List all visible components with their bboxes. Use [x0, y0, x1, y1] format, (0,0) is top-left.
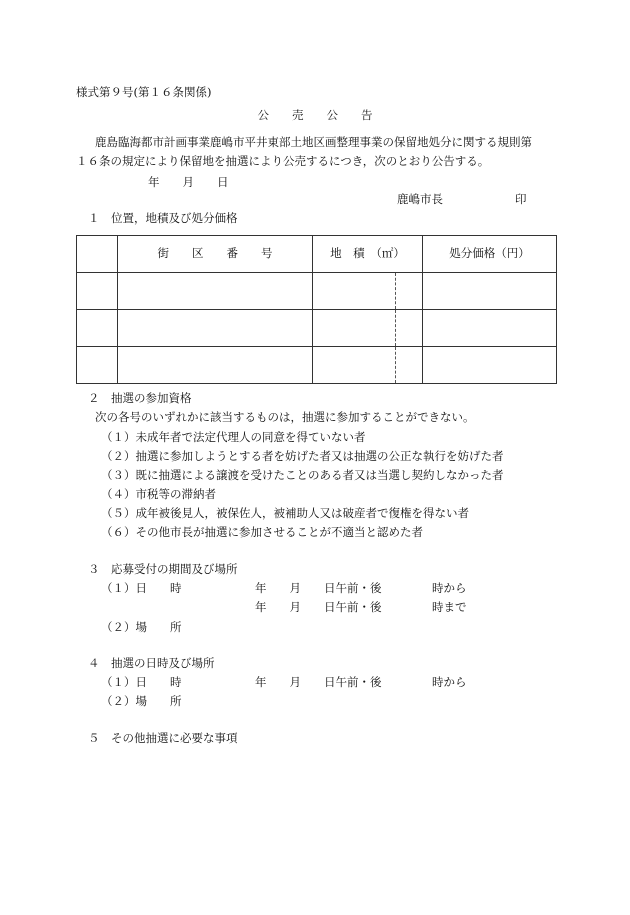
lot-number-cell	[118, 347, 313, 384]
area-integer-cell	[313, 273, 396, 310]
area-decimal-cell	[396, 347, 423, 384]
intro-line-2: １６条の規定により保留地を抽選により公売するにつき，次のとおり公告する。	[76, 154, 490, 168]
section-4-datetime-label: （１）日 時	[101, 675, 182, 689]
blank-header-cell	[77, 236, 118, 273]
eligibility-item: （５）成年被後見人，被保佐人，被補助人又は破産者で復権を得ない者	[101, 506, 469, 520]
land-table	[76, 235, 557, 384]
table-row	[77, 347, 557, 384]
table-row	[77, 273, 557, 310]
table-row	[77, 310, 557, 347]
lot-number-cell	[118, 273, 313, 310]
row-label-cell	[77, 347, 118, 384]
section-3-heading: ３ 応募受付の期間及び場所	[88, 562, 238, 576]
area-integer-cell	[313, 310, 396, 347]
intro-line-1: 鹿島臨海都市計画事業鹿嶋市平井東部土地区画整理事業の保留地処分に関する規則第	[95, 135, 532, 149]
area-integer-cell	[313, 347, 396, 384]
area-decimal-cell	[396, 310, 423, 347]
section-3-place-label: （２）場 所	[101, 620, 182, 634]
mayor-title: 鹿嶋市長	[397, 192, 443, 206]
section-2-heading: ２ 抽選の参加資格	[88, 391, 192, 405]
price-cell	[423, 310, 557, 347]
eligibility-item: （４）市税等の滞納者	[101, 487, 216, 501]
section-3-until-label: 時まで	[432, 600, 467, 614]
seal-mark: 印	[515, 192, 527, 206]
form-reference: 様式第９号(第１６条関係)	[76, 85, 212, 99]
section-3-end-date-fields: 年 月 日午前・後	[255, 600, 382, 614]
row-label-cell	[77, 310, 118, 347]
row-label-cell	[77, 273, 118, 310]
price-cell	[423, 347, 557, 384]
section-4-from-label: 時から	[432, 675, 467, 689]
section-4-place-label: （２）場 所	[101, 694, 182, 708]
eligibility-item: （１）未成年者で法定代理人の同意を得ていない者	[101, 430, 366, 444]
eligibility-item: （２）抽選に参加しようとする者を妨げた者又は抽選の公正な執行を妨げた者	[101, 449, 504, 463]
date-line: 年 月 日	[148, 175, 229, 189]
page-title: 公 売 公 告	[257, 108, 373, 122]
price-header: 処分価格（円）	[423, 236, 557, 273]
section-5-heading: ５ その他抽選に必要な事項	[88, 731, 238, 745]
section-3-from-label: 時から	[432, 581, 467, 595]
section-1-heading: １ 位置，地積及び処分価格	[88, 211, 238, 225]
section-4-heading: ４ 抽選の日時及び場所	[88, 656, 215, 670]
eligibility-item: （３）既に抽選による譲渡を受けたことのある者又は当選し契約しなかった者	[101, 468, 504, 482]
section-4-date-fields: 年 月 日午前・後	[255, 675, 382, 689]
price-cell	[423, 273, 557, 310]
section-2-intro: 次の各号のいずれかに該当するものは，抽選に参加することができない。	[95, 410, 475, 424]
area-decimal-cell	[396, 273, 423, 310]
area-header: 地 積 （㎡）	[313, 236, 423, 273]
lot-number-cell	[118, 310, 313, 347]
eligibility-item: （６）その他市長が抽選に参加させることが不適当と認めた者	[101, 525, 423, 539]
table-header-row	[77, 236, 557, 273]
section-3-start-date-fields: 年 月 日午前・後	[255, 581, 382, 595]
lot-number-header: 街 区 番 号	[118, 236, 313, 273]
section-3-datetime-label: （１）日 時	[101, 581, 182, 595]
